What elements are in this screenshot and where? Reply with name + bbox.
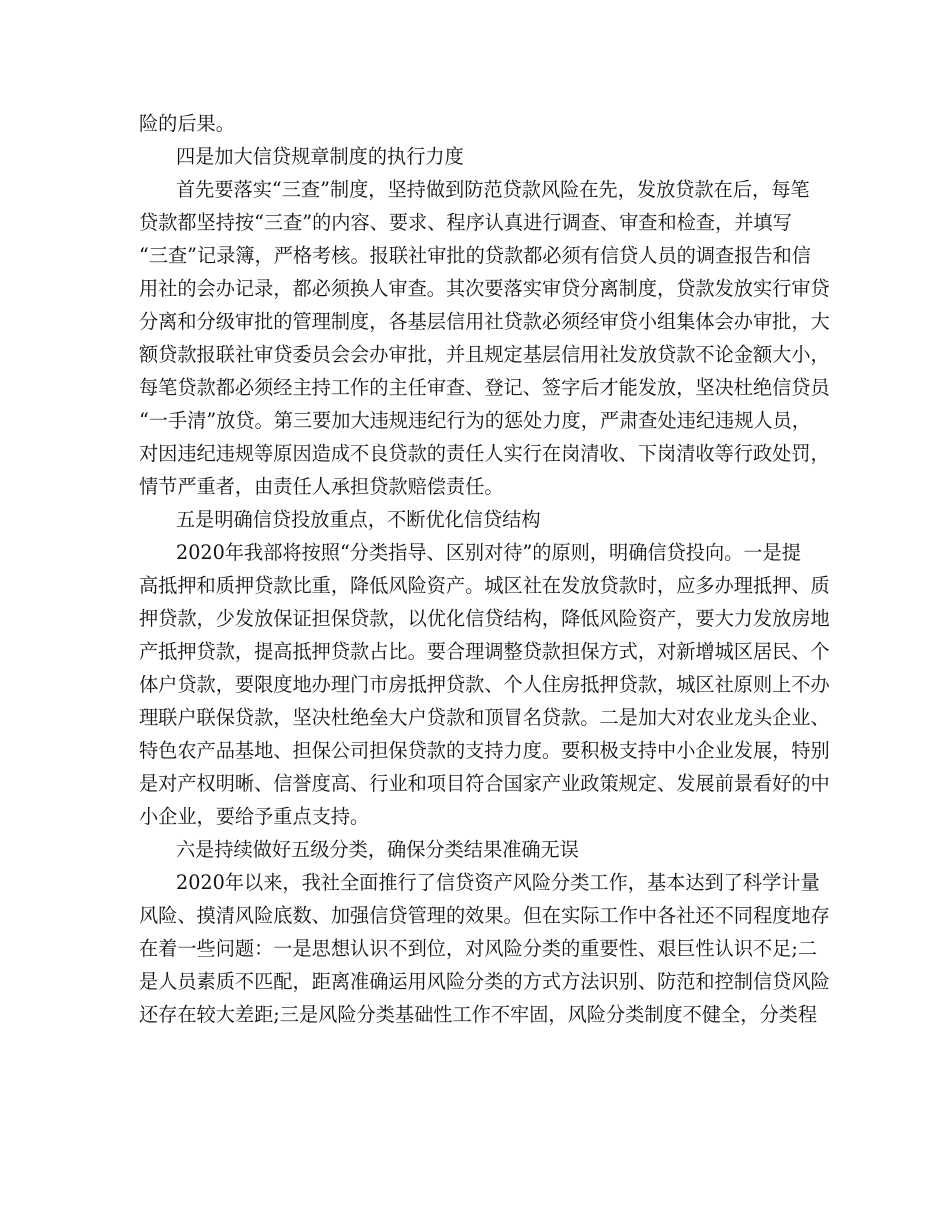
section-heading: 四是加大信贷规章制度的执行力度: [176, 145, 464, 168]
text-line: 对因违纪违规等原因造成不良贷款的责任人实行在岗清收、下岗清收等行政处罚，: [139, 442, 830, 465]
section-heading: 五是明确信贷投放重点，不断优化信贷结构: [176, 508, 541, 531]
text-line: 额贷款报联社审贷委员会会办审批，并且规定基层信用社发放贷款不论金额大小，: [139, 343, 830, 366]
text-line: 首先要落实“三查”制度，坚持做到防范贷款风险在先，发放贷款在后，每笔: [176, 178, 810, 201]
text-line: 分离和分级审批的管理制度，各基层信用社贷款必须经审贷小组集体会办审批，大: [139, 310, 830, 333]
text-line: 情节严重者，由责任人承担贷款赔偿责任。: [139, 475, 504, 498]
text-line: 还存在较大差距;三是风险分类基础性工作不牢固，风险分类制度不健全，分类程: [139, 1003, 818, 1026]
section-heading: 六是持续做好五级分类，确保分类结果准确无误: [176, 838, 579, 861]
text-line: 体户贷款，要限度地办理门市房抵押贷款、个人住房抵押贷款，城区社原则上不办: [139, 673, 830, 696]
text-line: 理联户联保贷款，坚决杜绝垒大户贷款和顶冒名贷款。二是加大对农业龙头企业、: [139, 706, 830, 729]
text-line: 2020年我部将按照“分类指导、区别对待”的原则，明确信贷投向。一是提: [176, 541, 801, 564]
text-line: 贷款都坚持按“三查”的内容、要求、程序认真进行调查、审查和检查，并填写: [139, 211, 792, 234]
text-line: 特色农产品基地、担保公司担保贷款的支持力度。要积极支持中小企业发展，特别: [139, 739, 830, 762]
text-line: 高抵押和质押贷款比重，降低风险资产。城区社在发放贷款时，应多办理抵押、质: [139, 574, 830, 597]
text-line: “一手清”放贷。第三要加大违规违纪行为的惩处力度，严肃查处违纪违规人员，: [139, 409, 811, 432]
text-line: 是对产权明晰、信誉度高、行业和项目符合国家产业政策规定、发展前景看好的中: [139, 772, 830, 795]
text-line: 2020年以来，我社全面推行了信贷资产风险分类工作，基本达到了科学计量: [176, 871, 820, 894]
text-line: 用社的会办记录，都必须换人审查。其次要落实审贷分离制度，贷款发放实行审贷: [139, 277, 830, 300]
text-line: 风险、摸清风险底数、加强信贷管理的效果。但在实际工作中各社还不同程度地存: [139, 904, 830, 927]
text-line: 押贷款，少发放保证担保贷款，以优化信贷结构，降低风险资产，要大力发放房地: [139, 607, 830, 630]
text-line: “三查”记录簿，严格考核。报联社审批的贷款都必须有信贷人员的调查报告和信: [139, 244, 811, 267]
text-line: 在着一些问题：一是思想认识不到位，对风险分类的重要性、艰巨性认识不足;二: [139, 937, 818, 960]
text-line: 每笔贷款都必须经主持工作的主任审查、登记、签字后才能发放，坚决杜绝信贷员: [139, 376, 830, 399]
text-line: 是人员素质不匹配，距离准确运用风险分类的方式方法识别、防范和控制信贷风险: [139, 970, 830, 993]
text-line: 小企业，要给予重点支持。: [139, 805, 370, 828]
text-line: 产抵押贷款，提高抵押贷款占比。要合理调整贷款担保方式，对新增城区居民、个: [139, 640, 830, 663]
text-line: 险的后果。: [139, 112, 235, 135]
